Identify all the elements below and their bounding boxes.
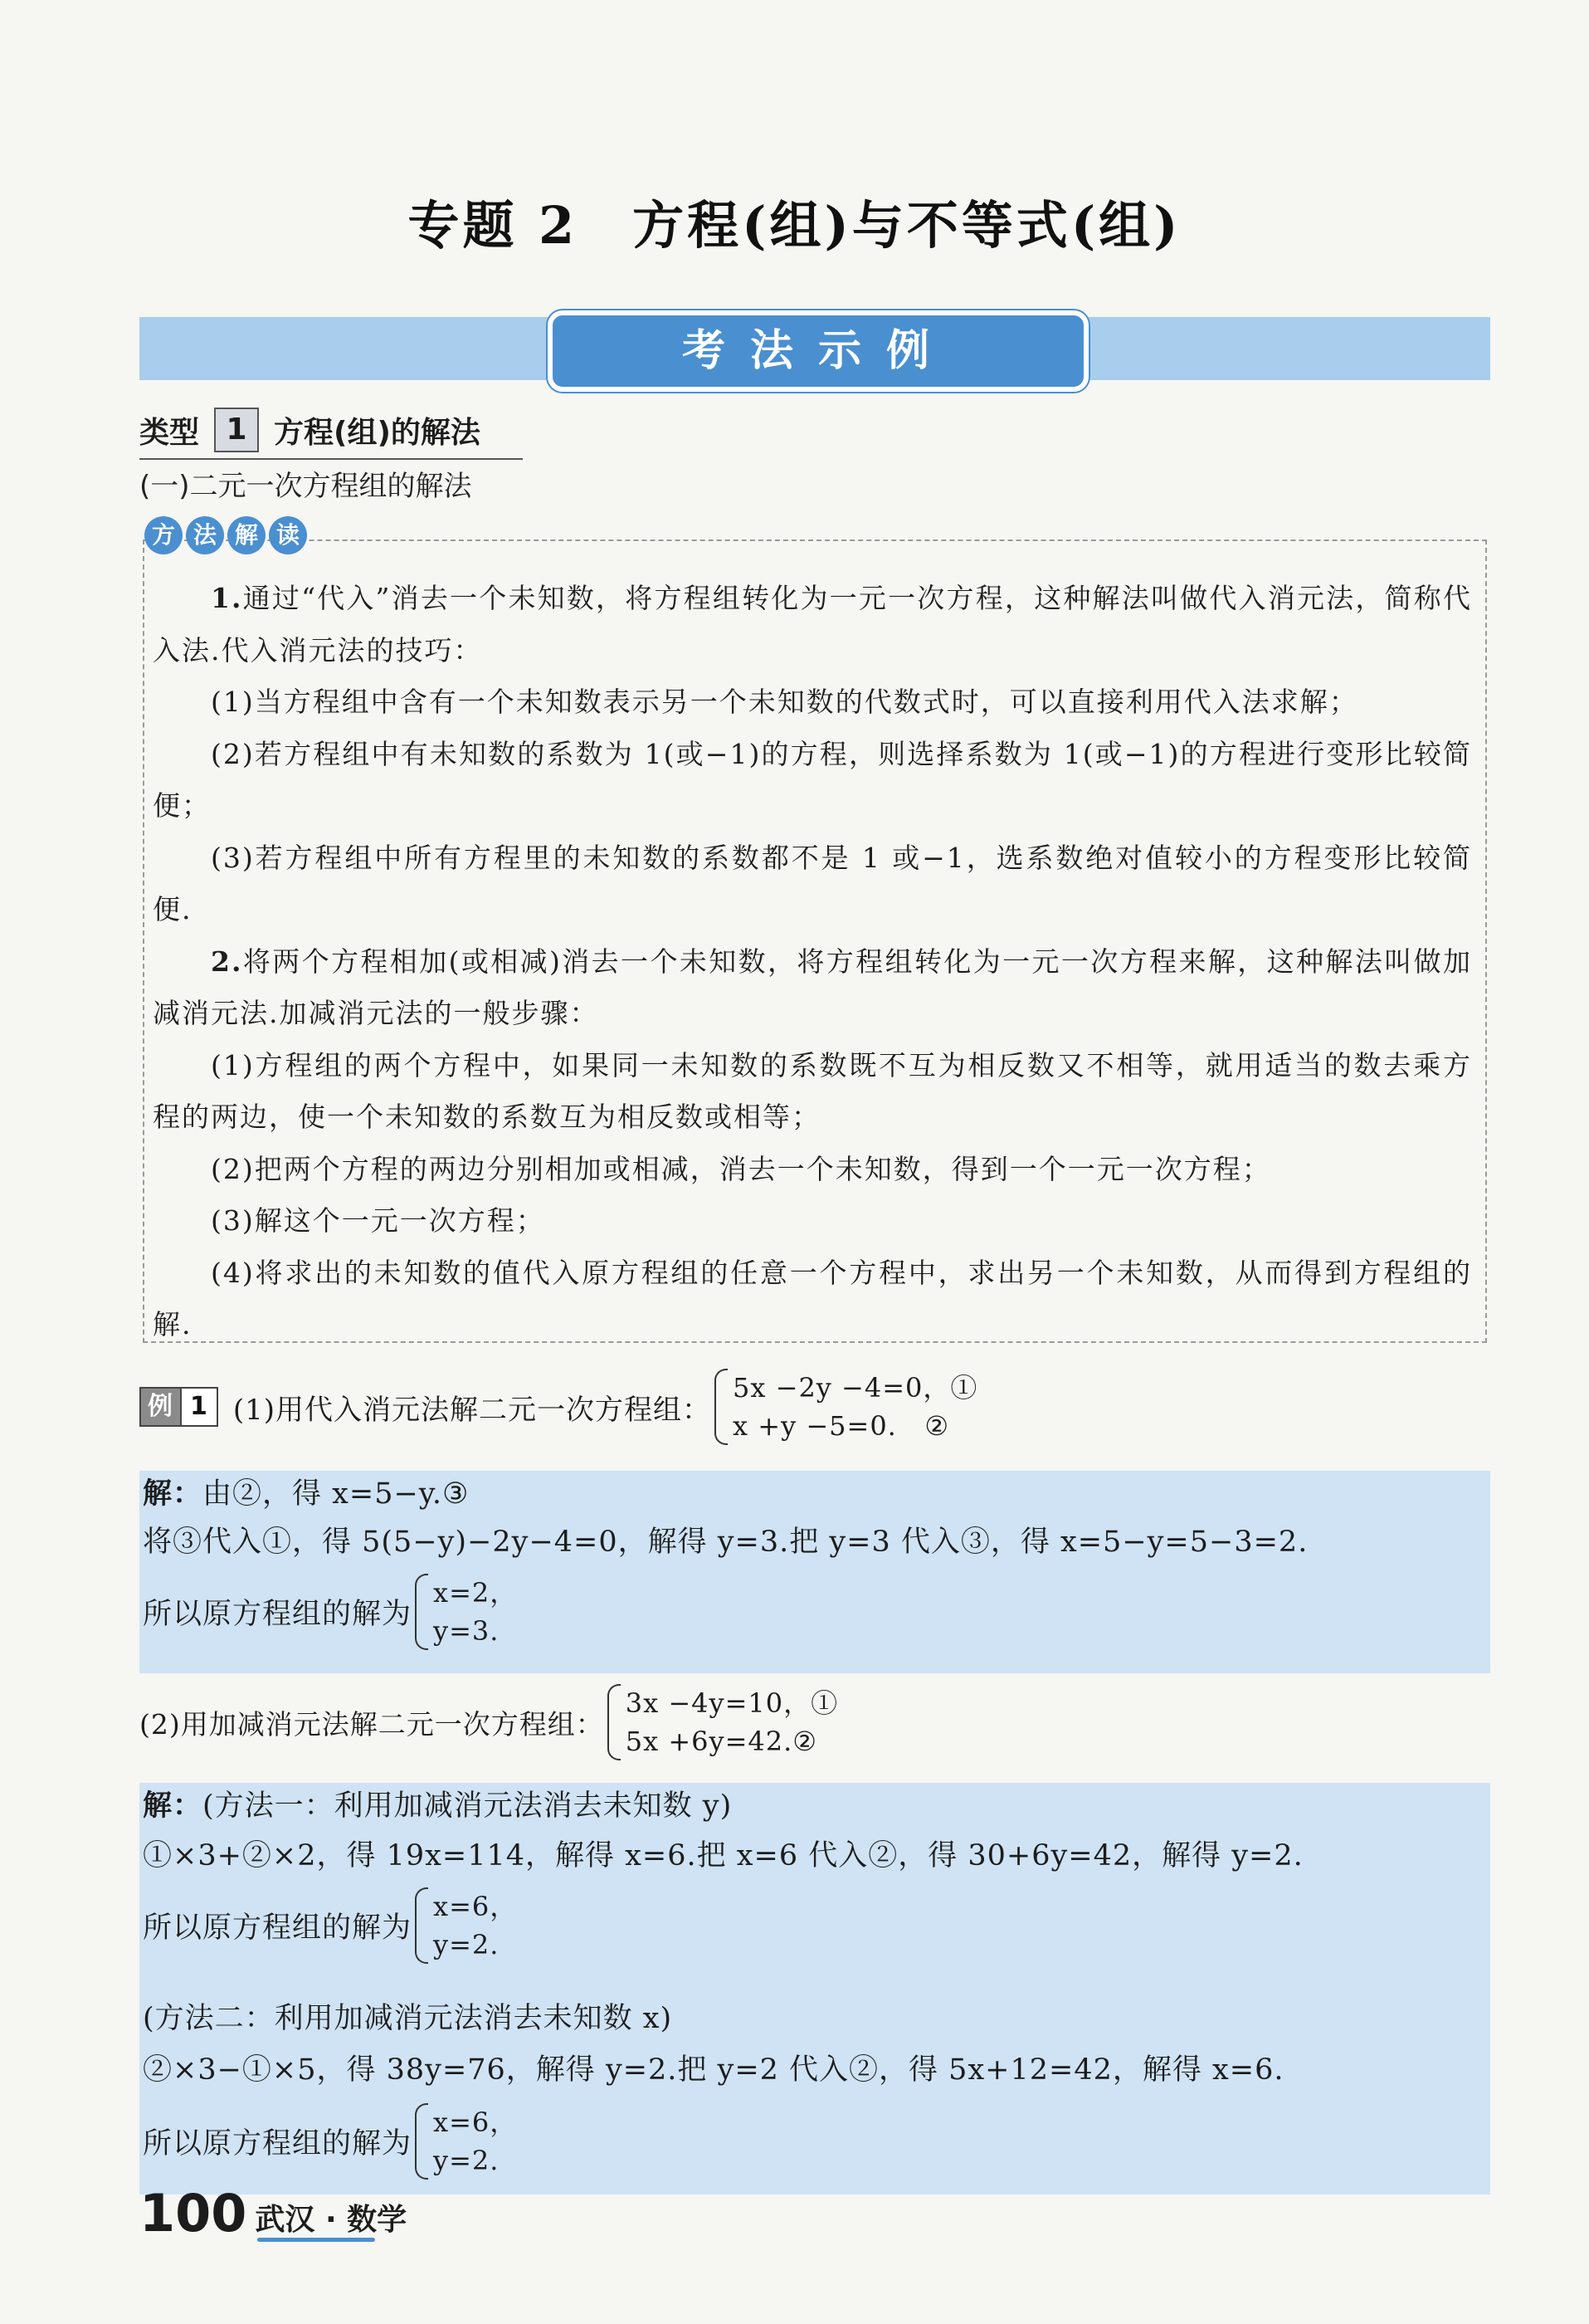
type-prefix: 类型 xyxy=(139,415,200,450)
section-banner-label: 考法示例 xyxy=(548,310,1089,392)
solution-1-block xyxy=(139,1471,1490,1673)
method-tag-char: 解 xyxy=(227,516,266,554)
answer-line: x=6， xyxy=(433,2107,518,2138)
answer-line: x=2， xyxy=(433,1577,518,1609)
question-1-text: (1)用代入消元法解二元一次方程组： xyxy=(232,1393,712,1427)
page-title: 专题 2 方程(组)与不等式(组) xyxy=(407,195,1182,256)
method-paragraph-1 xyxy=(153,573,1472,676)
footer-underline xyxy=(257,2238,375,2242)
solution-answer xyxy=(143,1574,517,1650)
solution-answer xyxy=(143,1887,517,1964)
example-1-question-2 xyxy=(139,1683,838,1761)
answer-line: x=6， xyxy=(433,1891,518,1922)
solution-answer xyxy=(143,2103,517,2180)
solution-label: 解： xyxy=(143,1477,203,1511)
method-p2-item: (1)方程组的两个方程中，如果同一未知数的系数既不互为相反数又不相等，就用适当的数去乘方程的两边，使一个未知数的系数互为相反数或相等； xyxy=(153,1048,1472,1133)
brace-icon xyxy=(415,1887,428,1964)
method-p2-number: 2. xyxy=(211,945,243,978)
answer-line: y=2. xyxy=(433,2145,500,2176)
answer-system xyxy=(415,1574,517,1650)
method-p1-item: (2)若方程组中有未知数的系数为 1(或−1)的方程，则选择系数为 1(或−1)的方程进行变形比较简便； xyxy=(153,737,1472,822)
equation-line: 3x −4y=10，① xyxy=(625,1687,839,1719)
type-underline xyxy=(139,458,523,460)
method-tag xyxy=(144,516,307,554)
method-tag-char: 方 xyxy=(144,516,183,554)
brace-icon xyxy=(714,1369,728,1445)
method-p1-text: 通过“代入”消去一个未知数，将方程组转化为一元一次方程，这种解法叫做代入消元法，简称代入法.代入消元法的技巧： xyxy=(153,582,1472,666)
equation-line: x +y −5=0. ② xyxy=(733,1410,950,1442)
brace-icon xyxy=(607,1684,621,1760)
page-footer xyxy=(139,2183,407,2243)
method-p1-item: (1)当方程组中含有一个未知数表示另一个未知数的代数式时，可以直接利用代入法求解； xyxy=(211,686,1358,718)
method-paragraph-2 xyxy=(153,936,1472,1040)
type-label: 方程(组)的解法 xyxy=(274,415,480,450)
solution-line xyxy=(143,1471,469,1512)
answer-line: y=2. xyxy=(433,1929,500,1960)
solution-line: (方法二：利用加减消元法消去未知数 x) xyxy=(143,2002,673,2035)
footer-label: 武汉 · 数学 xyxy=(255,2203,407,2237)
method-p1-item: (3)若方程组中所有方程里的未知数的系数都不是 1 或−1，选系数绝对值较小的方程变形比较简便. xyxy=(153,841,1472,925)
equation-line: 5x +6y=42.② xyxy=(625,1726,817,1757)
solution-line: ②×3−①×5，得 38y=76，解得 y=2.把 y=2 代入②，得 5x+12=42，解得 x=6. xyxy=(143,2053,1284,2087)
brace-icon xyxy=(415,2103,428,2180)
equation-system-1 xyxy=(714,1369,977,1445)
type-number: 1 xyxy=(214,408,259,452)
solution-text: 所以原方程组的解为 xyxy=(143,1911,412,1945)
equation-system-2 xyxy=(607,1684,838,1760)
solution-text: 所以原方程组的解为 xyxy=(143,1598,412,1631)
solution-line: ①×3+②×2，得 19x=114，解得 x=6.把 x=6 代入②，得 30+6y=42，解得 y=2. xyxy=(143,1839,1304,1872)
solution-text: (方法一：利用加减消元法消去未知数 y) xyxy=(202,1789,733,1823)
page-number: 100 xyxy=(139,2183,247,2243)
equation-line: 5x −2y −4=0，① xyxy=(733,1372,978,1404)
example-1-question xyxy=(139,1370,1500,1444)
method-tag-char: 读 xyxy=(269,516,307,554)
method-tag-char: 法 xyxy=(186,516,224,554)
solution-text: 所以原方程组的解为 xyxy=(143,2127,412,2160)
answer-system xyxy=(415,1887,517,1964)
example-tag xyxy=(139,1387,218,1427)
solution-line xyxy=(143,1783,732,1824)
method-p2-item: (3)解这个一元一次方程； xyxy=(211,1204,545,1237)
solution-text: 由②，得 x=5−y.③ xyxy=(202,1477,470,1511)
brace-icon xyxy=(415,1574,428,1650)
example-tag-label: 例 xyxy=(141,1389,180,1425)
answer-system xyxy=(415,2103,517,2180)
solution-line: 将③代入①，得 5(5−y)−2y−4=0，解得 y=3.把 y=3 代入③，得 x=5−y=5−3=2. xyxy=(143,1526,1309,1559)
method-p1-number: 1. xyxy=(211,582,243,614)
solution-2-block xyxy=(139,1783,1490,2195)
method-p2-item: (2)把两个方程的两边分别相加或相减，消去一个未知数，得到一个一元一次方程； xyxy=(211,1152,1271,1185)
solution-label: 解： xyxy=(143,1789,203,1823)
type-heading xyxy=(139,403,480,456)
method-p2-text: 将两个方程相加(或相减)消去一个未知数，将方程组转化为一元一次方程来解，这种解法叫做加减消元法.加减消元法的一般步骤： xyxy=(153,945,1472,1029)
method-p2-item: (4)将求出的未知数的值代入原方程组的任意一个方程中，求出另一个未知数，从而得到方程组的解. xyxy=(153,1256,1472,1340)
sub-heading: (一)二元一次方程组的解法 xyxy=(139,470,472,503)
question-2-text: (2)用加减消元法解二元一次方程组： xyxy=(139,1707,604,1741)
answer-line: y=3. xyxy=(433,1615,500,1647)
example-tag-number: 1 xyxy=(180,1389,217,1425)
method-explanation-box xyxy=(143,540,1487,1343)
